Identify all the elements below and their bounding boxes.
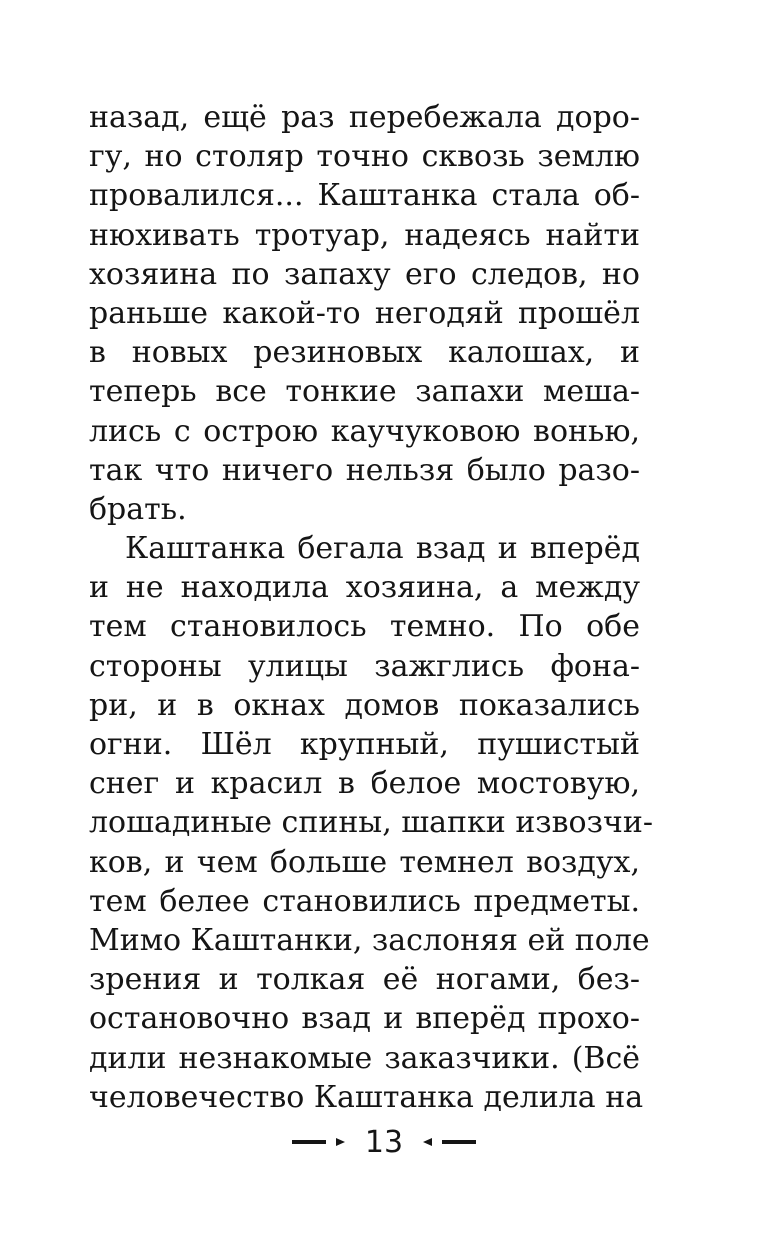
text-line: назад, ещё раз перебежала доро-: [89, 100, 640, 135]
folio-ornament: [292, 1125, 476, 1160]
text-line: в новых резиновых калошах, и: [89, 335, 640, 371]
text-line: огни. Шёл крупный, пушистый: [89, 727, 640, 762]
text-line: стороны улицы зажглись фона-: [89, 648, 640, 684]
left-rule: [292, 1140, 326, 1144]
text-line: Мимо Каштанки, заслоняя ей поле: [89, 922, 650, 958]
paragraph-1: [89, 98, 640, 529]
paragraph-2: [89, 529, 653, 1117]
text-line: снег и красил в белое мостовую,: [89, 766, 640, 802]
body-text: [89, 98, 653, 1117]
text-line: провалился... Каштанка стала об-: [89, 178, 640, 214]
arrow-right-icon: [336, 1138, 345, 1146]
page-number: 13: [364, 1124, 404, 1160]
text-line: теперь все тонкие запахи меша-: [89, 374, 640, 410]
text-line: так что ничего нельзя было разо-: [89, 452, 640, 488]
text-line: человечество Каштанка делила на: [89, 1079, 644, 1115]
text-line: остановочно взад и вперёд прохо-: [89, 1001, 640, 1037]
right-rule: [442, 1140, 476, 1144]
text-line: хозяина по запаху его следов, но: [89, 256, 640, 292]
text-line: лошадиные спины, шапки извозчи-: [89, 805, 653, 841]
text-line: Каштанка бегала взад и вперёд: [125, 531, 640, 567]
text-line: нюхивать тротуар, надеясь найти: [89, 217, 640, 253]
text-line: лись с острою каучуковою вонью,: [89, 413, 640, 449]
text-line: и не находила хозяина, а между: [89, 570, 640, 606]
text-line: раньше какой-то негодяй прошёл: [89, 295, 640, 331]
text-line: гу, но столяр точно сквозь землю: [89, 139, 640, 175]
text-line: дили незнакомые заказчики. (Всё: [89, 1040, 640, 1076]
text-line: ри, и в окнах домов показались: [89, 687, 640, 723]
text-line: брать.: [89, 491, 187, 527]
text-line: ков, и чем больше темнел воздух,: [89, 844, 640, 880]
arrow-left-icon: [423, 1138, 432, 1146]
text-line: тем становилось темно. По обе: [89, 609, 640, 645]
text-line: тем белее становились предметы.: [89, 883, 640, 919]
page-footer: [0, 1120, 768, 1164]
text-line: зрения и толкая её ногами, без-: [89, 962, 640, 998]
